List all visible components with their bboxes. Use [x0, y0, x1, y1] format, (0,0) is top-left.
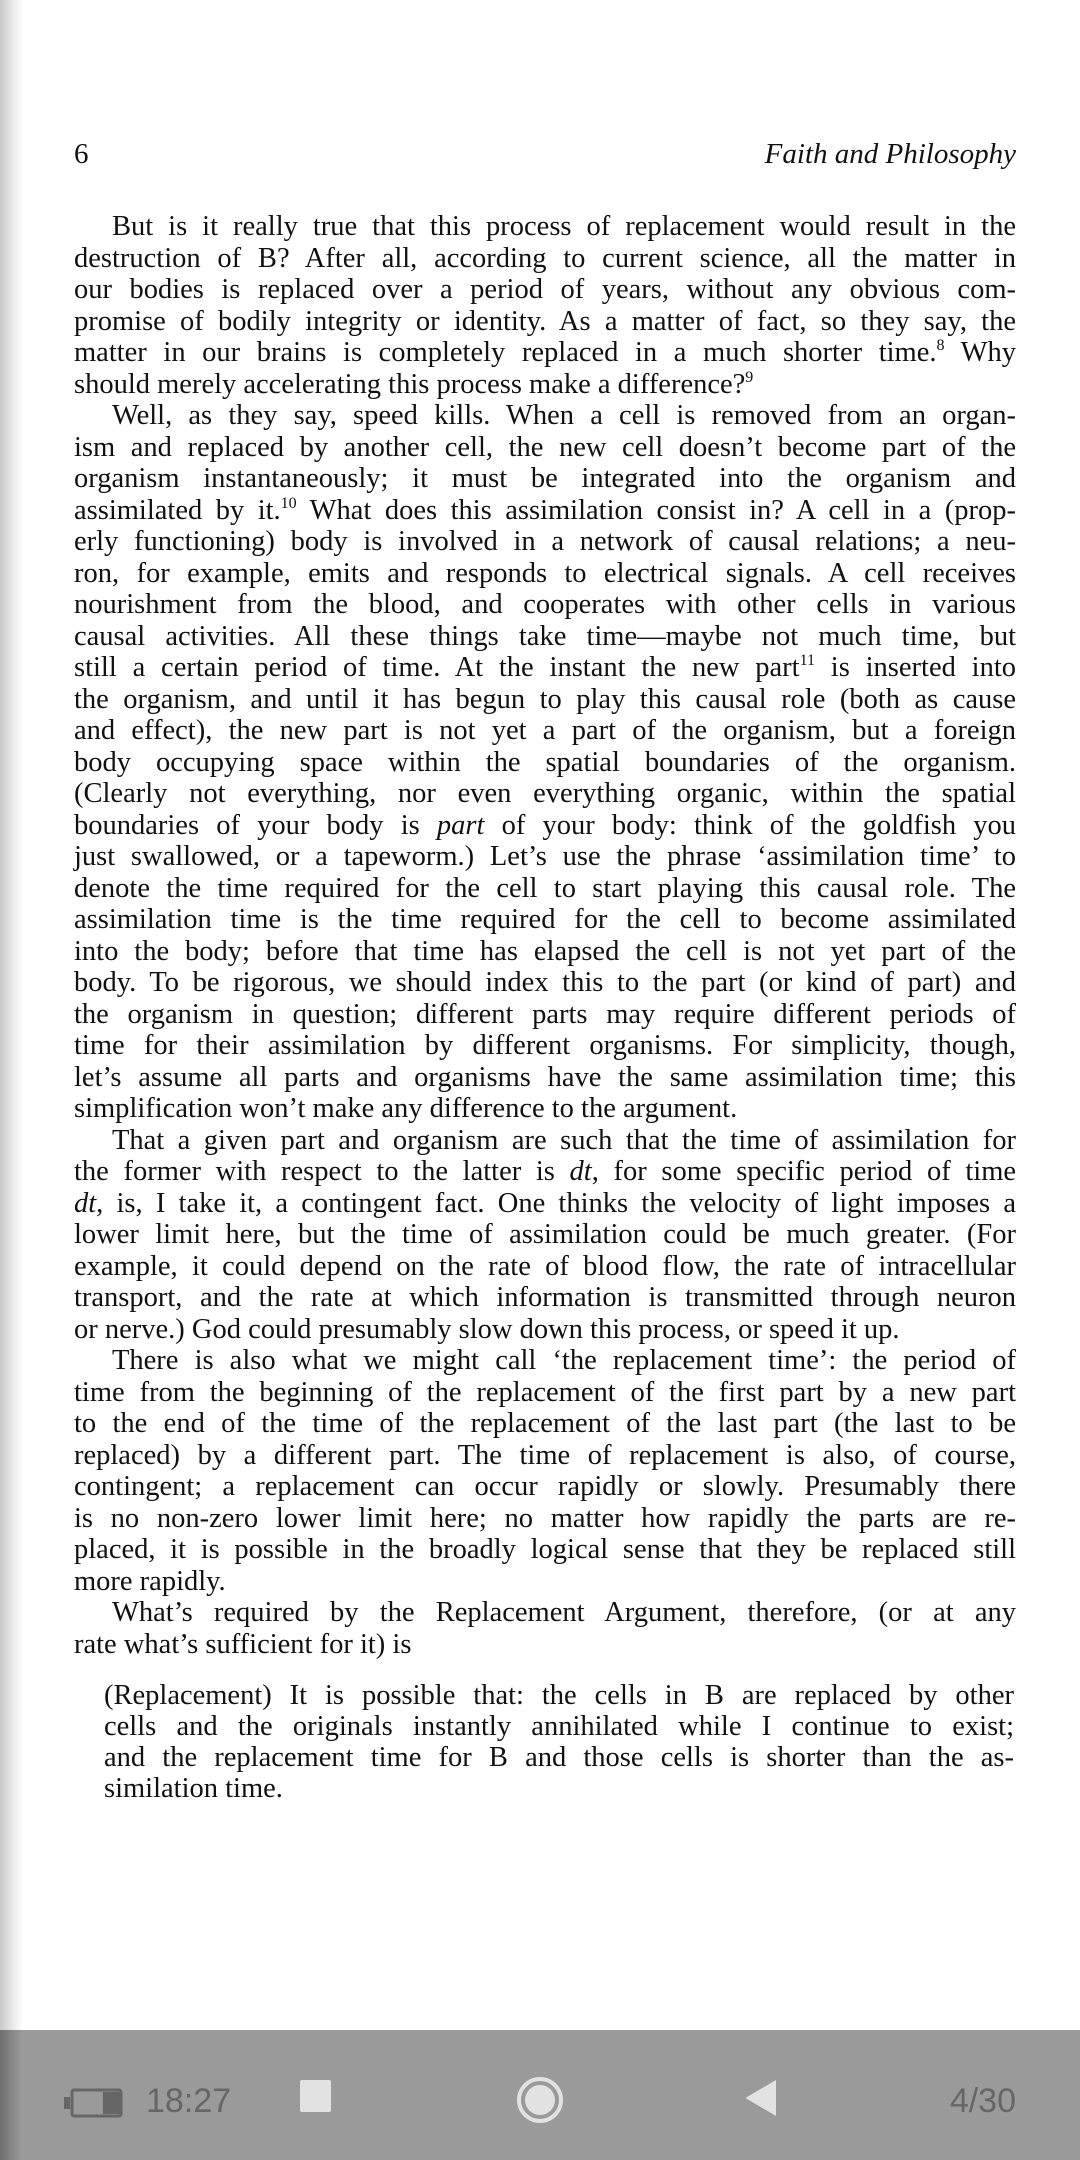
- text-segment: is inserted into: [814, 652, 1016, 683]
- text-line: [104, 1742, 1014, 1773]
- clock: 18:27: [146, 2082, 232, 2120]
- text-line: [74, 1629, 1016, 1661]
- text-line: [74, 1345, 1016, 1377]
- text-line: [74, 337, 1016, 369]
- text-segment: But is it really true that this process of replacement would result in the: [112, 211, 1016, 242]
- text-line: [74, 1062, 1016, 1094]
- block-quote: [104, 1680, 1014, 1804]
- text-segment: rate what’s sufficient for it) is: [74, 1628, 412, 1660]
- text-segment: just swallowed, or a tapeworm.) Let’s use the phrase ‘assimilation time’ to: [74, 841, 1016, 872]
- text-line: [74, 369, 1016, 401]
- text-line: [74, 1471, 1016, 1503]
- text-segment: to the end of the time of the replacement of the last part (the last to be: [74, 1408, 1016, 1439]
- home-button[interactable]: [516, 2076, 564, 2124]
- text-line: [74, 1440, 1016, 1472]
- text-segment: the organism in question; different parts may require different periods of: [74, 998, 1016, 1030]
- running-head: Faith and Philosophy: [764, 138, 1016, 170]
- text-line: [74, 1125, 1016, 1157]
- text-line: [74, 1408, 1016, 1440]
- text-segment: and effect), the new part is not yet a part of the organism, but a foreign: [74, 715, 1016, 746]
- text-segment: assimilated by it.: [74, 494, 281, 526]
- nav-shadow: [0, 2030, 22, 2160]
- text-segment: , is, I take it, a contingent fact. One thinks the velocity of light imposes a: [96, 1187, 1016, 1219]
- text-segment: That a given part and organism are such that the time of assimilation for: [112, 1124, 1016, 1156]
- text-segment: nourishment from the blood, and cooperates with other cells in various: [74, 589, 1016, 620]
- text-line: [74, 211, 1016, 243]
- text-segment: transport, and the rate at which information is transmitted through neuron: [74, 1282, 1016, 1313]
- text-segment: organism instantaneously; it must be integrated into the organism and: [74, 463, 1016, 494]
- text-segment: cells and the originals instantly annihilated while I continue to exist;: [104, 1711, 1014, 1742]
- text-line: [74, 1314, 1016, 1346]
- text-segment: simplification won’t make any difference to the argument.: [74, 1093, 738, 1124]
- text-line: [74, 1534, 1016, 1566]
- text-line: [74, 1030, 1016, 1062]
- text-line: [74, 904, 1016, 936]
- text-line: [74, 463, 1016, 495]
- text-line: [74, 432, 1016, 464]
- text-line: [74, 558, 1016, 590]
- text-segment: assimilation time is the time required for the cell to become assimilated: [74, 904, 1016, 935]
- footnote-marker: 10: [280, 494, 297, 512]
- text-line: [74, 684, 1016, 716]
- text-line: [74, 841, 1016, 873]
- text-segment: still a certain period of time. At the instant the new part: [74, 652, 800, 683]
- text-segment: Well, as they say, speed kills. When a cell is removed from an organ-: [112, 400, 1016, 431]
- text-line: [74, 243, 1016, 275]
- text-segment: our bodies is replaced over a period of years, without any obvious com-: [74, 274, 1016, 305]
- text-segment: boundaries of your body is: [74, 809, 437, 841]
- text-line: [74, 1503, 1016, 1535]
- text-line: [74, 715, 1016, 747]
- text-segment: time for their assimilation by different organisms. For simplicity, though,: [74, 1030, 1016, 1061]
- text-line: [74, 1156, 1016, 1188]
- battery-fill: [103, 2092, 120, 2114]
- text-segment: matter in our brains is completely replaced in a much shorter time.: [74, 337, 937, 368]
- text-line: [74, 1597, 1016, 1629]
- text-line: [74, 999, 1016, 1031]
- text-line: [74, 936, 1016, 968]
- text-line: [104, 1680, 1014, 1711]
- text-segment: should merely accelerating this process make a difference?: [74, 368, 746, 400]
- text-line: [74, 1219, 1016, 1251]
- text-segment: body. To be rigorous, we should index this to the part (or kind of part) and: [74, 967, 1016, 998]
- body-text: [74, 211, 1016, 1660]
- text-line: [74, 1188, 1016, 1220]
- text-line: [74, 778, 1016, 810]
- back-button[interactable]: [744, 2078, 778, 2118]
- text-line: [74, 1093, 1016, 1125]
- text-segment: (Clearly not everything, nor even everything organic, within the spatial: [74, 778, 1016, 809]
- text-segment: is no non-zero lower limit here; no matter how rapidly the parts are re-: [74, 1502, 1016, 1534]
- text-segment: destruction of B? After all, according to current science, all the matter in: [74, 242, 1016, 274]
- text-segment: placed, it is possible in the broadly logical sense that they be replaced still: [74, 1534, 1016, 1565]
- text-line: [74, 274, 1016, 306]
- text-segment: or nerve.) God could presumably slow down this process, or speed it up.: [74, 1313, 900, 1345]
- text-segment: erly functioning) body is involved in a network of causal relations; a neu-: [74, 526, 1016, 557]
- text-line: [74, 526, 1016, 558]
- text-segment: similation time.: [104, 1773, 283, 1804]
- footnote-marker: 11: [799, 652, 815, 669]
- page-counter: 4/30: [949, 2082, 1016, 2120]
- text-segment: lower limit here, but the time of assimilation could be much greater. (For: [74, 1219, 1016, 1250]
- text-segment: denote the time required for the cell to start playing this causal role. The: [74, 872, 1016, 904]
- text-line: [74, 621, 1016, 653]
- text-line: [74, 306, 1016, 338]
- text-line: [74, 1566, 1016, 1598]
- text-line: [74, 1377, 1016, 1409]
- text-line: [74, 873, 1016, 905]
- text-segment: example, it could depend on the rate of blood flow, the rate of intracellular: [74, 1250, 1016, 1282]
- text-line: [74, 1251, 1016, 1283]
- text-segment: the former with respect to the latter is: [74, 1156, 570, 1187]
- text-segment: ron, for example, emits and responds to electrical signals. A cell receives: [74, 557, 1016, 589]
- text-line: [74, 652, 1016, 684]
- text-segment: ism and replaced by another cell, the new cell doesn’t become part of the: [74, 431, 1016, 463]
- italic-text: part: [436, 809, 485, 841]
- text-segment: , for some specific period of time: [591, 1156, 1017, 1187]
- recents-button[interactable]: [300, 2080, 331, 2112]
- text-segment: promise of bodily integrity or identity. As a matter of fact, so they say, the: [74, 305, 1016, 337]
- text-segment: What’s required by the Replacement Argument, therefore, (or at any: [112, 1597, 1016, 1628]
- footnote-marker: 8: [936, 337, 945, 354]
- text-segment: contingent; a replacement can occur rapidly or slowly. Presumably there: [74, 1471, 1016, 1502]
- text-segment: more rapidly.: [74, 1565, 226, 1597]
- text-segment: body occupying space within the spatial boundaries of the organism.: [74, 746, 1016, 778]
- text-line: [74, 967, 1016, 999]
- text-line: [74, 400, 1016, 432]
- text-line: [74, 810, 1016, 842]
- text-segment: let’s assume all parts and organisms have the same assimilation time; this: [74, 1061, 1016, 1093]
- page-edge-shadow: [0, 0, 24, 2030]
- text-segment: There is also what we might call ‘the replacement time’: the period of: [112, 1345, 1016, 1376]
- text-segment: the organism, and until it has begun to play this causal role (both as cause: [74, 683, 1016, 715]
- text-segment: and the replacement time for B and those cells is shorter than the as-: [104, 1742, 1014, 1773]
- footnote-marker: 9: [745, 368, 754, 386]
- battery-icon: [64, 2088, 124, 2118]
- text-line: [74, 495, 1016, 527]
- italic-text: dt: [74, 1187, 97, 1219]
- text-line: [74, 1282, 1016, 1314]
- text-line: [74, 589, 1016, 621]
- text-segment: time from the beginning of the replacement of the first part by a new part: [74, 1376, 1016, 1408]
- text-segment: causal activities. All these things take time—maybe not much time, but: [74, 620, 1016, 652]
- text-segment: (Replacement) It is possible that: the cells in B are replaced by other: [104, 1680, 1014, 1711]
- text-line: [104, 1711, 1014, 1742]
- text-segment: replaced) by a different part. The time of replacement is also, of course,: [74, 1439, 1016, 1471]
- text-line: [104, 1773, 1014, 1804]
- text-segment: of your body: think of the goldfish you: [484, 809, 1017, 841]
- text-line: [74, 747, 1016, 779]
- page-number: 6: [74, 138, 89, 170]
- text-segment: What does this assimilation consist in? A cell in a (prop-: [296, 494, 1016, 526]
- text-segment: Why: [944, 337, 1016, 368]
- italic-text: dt: [569, 1156, 592, 1187]
- text-segment: into the body; before that time has elapsed the cell is not yet part of the: [74, 935, 1016, 967]
